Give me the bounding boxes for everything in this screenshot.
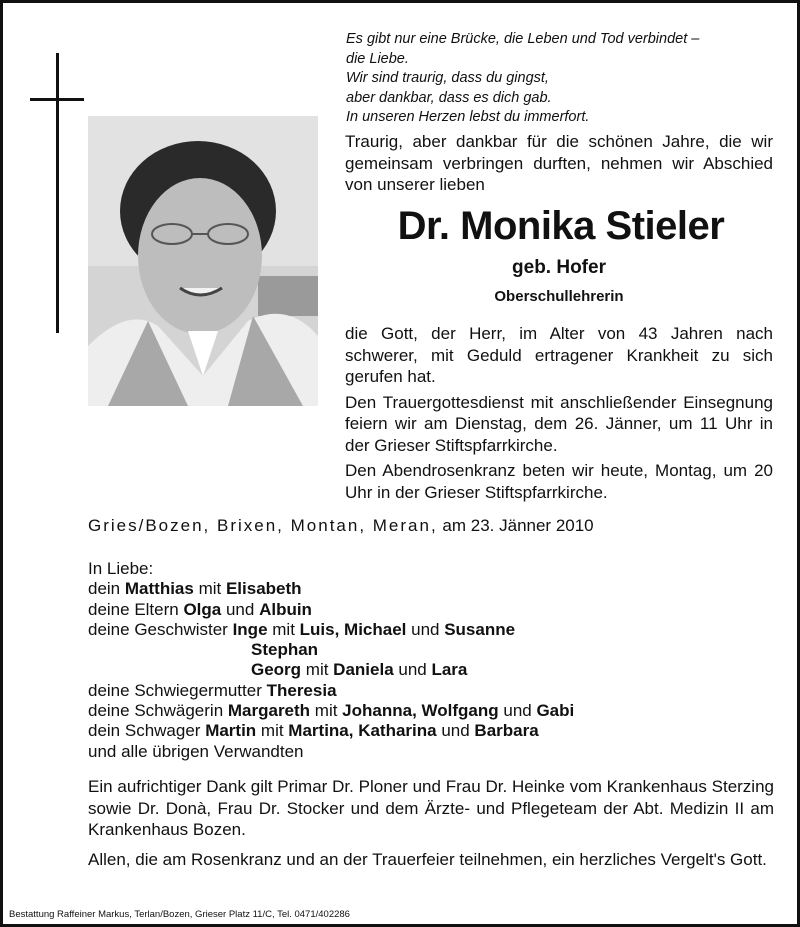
- family-row: dein Matthias mit Elisabeth: [88, 579, 302, 599]
- rosary-paragraph: Den Abendrosenkranz beten wir heute, Montag, um 20 Uhr in der Grieser Stiftspfarrkirche.: [345, 461, 773, 502]
- poem-line: Es gibt nur eine Brücke, die Leben und Tod verbindet –: [346, 31, 700, 47]
- family-row: und alle übrigen Verwandten: [88, 741, 304, 761]
- thanks-paragraph: Ein aufrichtiger Dank gilt Primar Dr. Ploner und Frau Dr. Heinke vom Krankenhaus Sterzing sowie Dr. Donà, Frau Dr. Stocker und dem Ärzte- und Pflegeteam der Abt. Medizin II am Krankenhaus Bozen.: [88, 777, 774, 839]
- place-date-line: [88, 516, 778, 536]
- poem-line: In unseren Herzen lebst du immerfort.: [346, 109, 590, 125]
- family-list: [88, 559, 778, 762]
- thanks-section: [88, 776, 774, 878]
- family-row: Georg mit Daniela und Lara: [251, 660, 468, 680]
- profession: Oberschullehrerin: [494, 288, 624, 305]
- places: Gries/Bozen, Brixen, Montan, Meran,: [88, 516, 438, 535]
- poem-line: Wir sind traurig, dass du gingst,: [346, 70, 549, 86]
- maiden-name: geb. Hofer: [512, 257, 606, 278]
- family-row: deine Geschwister Inge mit Luis, Michael und Susanne: [88, 619, 516, 639]
- portrait-photo-graphic: [88, 116, 318, 406]
- funeral-home-footer: Bestattung Raffeiner Markus, Terlan/Bozen, Grieser Platz 11/C, Tel. 0471/402286: [9, 909, 350, 920]
- family-heading: In Liebe:: [88, 559, 154, 578]
- family-row: deine Schwiegermutter Theresia: [88, 680, 337, 700]
- family-row: deine Eltern Olga und Albuin: [88, 599, 312, 619]
- family-row: Stephan: [251, 640, 319, 660]
- poem: [346, 30, 786, 128]
- family-row: deine Schwägerin Margareth mit Johanna, Wolfgang und Gabi: [88, 701, 575, 721]
- deceased-name: Dr. Monika Stieler: [397, 204, 725, 248]
- poem-line: aber dankbar, dass es dich gab.: [346, 89, 552, 106]
- thanks-paragraph: Allen, die am Rosenkranz und an der Trauerfeier teilnehmen, ein herzliches Vergelt's Gott.: [88, 849, 767, 869]
- death-paragraph: die Gott, der Herr, im Alter von 43 Jahren nach schwerer, mit Geduld ertragener Krankheit zu sich gerufen hat.: [345, 324, 773, 386]
- announcement-body: [345, 323, 773, 507]
- date: am 23. Jänner 2010: [442, 516, 594, 535]
- funeral-service-paragraph: Den Trauergottesdienst mit anschließender Einsegnung feiern wir am Dienstag, dem 26. Jänner, um 11 Uhr in der Grieser Stiftspfarrkirche.: [345, 392, 773, 455]
- cross-icon-vertical: [56, 53, 59, 333]
- cross-icon-horizontal: [30, 98, 84, 101]
- intro-text: Traurig, aber dankbar für die schönen Jahre, die wir gemeinsam verbringen durften, nehmen wir Abschied von unserer lieben: [345, 132, 773, 194]
- poem-line: die Liebe.: [346, 50, 409, 67]
- family-row: dein Schwager Martin mit Martina, Katharina und Barbara: [88, 721, 539, 741]
- portrait-photo: [88, 116, 318, 406]
